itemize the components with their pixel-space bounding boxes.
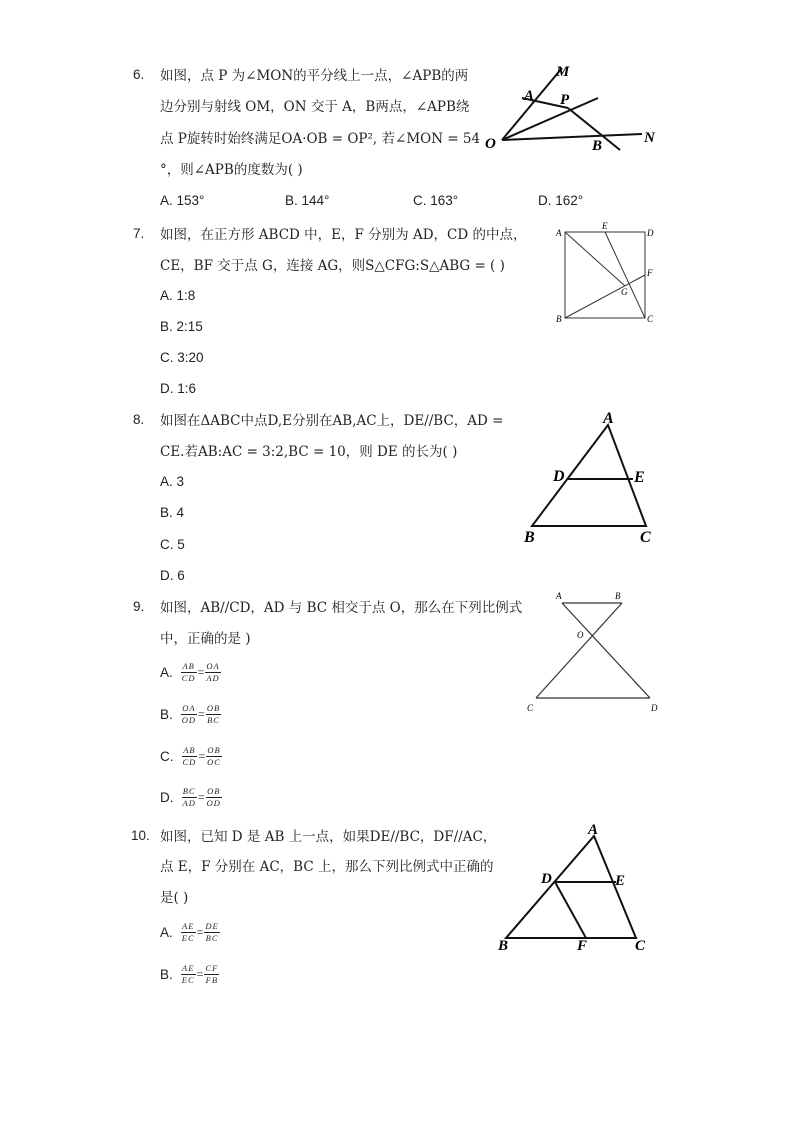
question-number: 9. (133, 599, 145, 614)
fraction (205, 661, 220, 684)
question-text-line: 如图，已知 D 是 AB 上一点，如果DE//BC，DF//AC， (160, 829, 497, 845)
label-B: B (498, 938, 509, 954)
label-A: A (556, 228, 562, 238)
denominator: CD (181, 673, 196, 683)
denominator: BC (205, 933, 219, 943)
label-D: D (541, 871, 552, 887)
question-text-line: CE，BF 交于点 G，连接 AG，则S△CFG:S△ABG = ( ) (160, 258, 505, 274)
denominator: BC (207, 715, 220, 725)
fraction (204, 963, 219, 986)
numerator: OB (207, 745, 221, 755)
label-A: A (556, 591, 562, 601)
numerator: BC (182, 786, 196, 796)
question-text-line: 如图在ΔABC中点D,E分别在AB,AC上，DE//BC，AD = (160, 413, 504, 429)
label-A: A (603, 410, 614, 427)
question-text-line: 点 P旋转时始终满足OA·OB = OP², 若∠MON = 54 (160, 131, 481, 147)
figure-q9-hourglass (522, 586, 670, 718)
label-E: E (615, 873, 626, 889)
label-A: A (524, 88, 535, 104)
fraction (181, 703, 197, 726)
option-c[interactable]: C. 3:20 (160, 350, 204, 365)
question-text-line: 中，正确的是 ) (160, 631, 251, 647)
label-D: D (647, 228, 654, 238)
question-text-line: 点 E，F 分别在 AC，BC 上，那么下列比例式中正确的 (160, 859, 494, 875)
option-b[interactable] (160, 703, 221, 726)
option-a[interactable]: A. 3 (160, 474, 185, 489)
fraction (206, 745, 222, 768)
option-letter: B. (160, 707, 173, 722)
numerator: CF (205, 963, 219, 973)
label-B: B (524, 529, 535, 546)
fraction (182, 745, 198, 768)
equals-sign: = (198, 749, 206, 763)
label-E: E (602, 221, 608, 231)
equals-sign: = (197, 790, 205, 804)
option-d[interactable]: D. 1:6 (160, 381, 197, 396)
equals-sign: = (197, 665, 205, 679)
question-text-line: 是( ) (160, 890, 189, 906)
label-A: A (588, 822, 599, 838)
option-c[interactable] (160, 745, 222, 768)
figure-q10-triangle (492, 822, 662, 957)
denominator: FB (205, 975, 219, 985)
fraction (182, 786, 197, 809)
question-text-line: 如图，点 P 为∠MON的平分线上一点，∠APB的两 (160, 68, 469, 84)
numerator: DE (205, 921, 219, 931)
option-c[interactable]: C. 5 (160, 537, 185, 552)
denominator: OD (181, 715, 197, 725)
numerator: AE (182, 963, 195, 973)
option-a[interactable]: A. 1:8 (160, 288, 196, 303)
option-a[interactable]: A. 153° (160, 193, 205, 208)
label-B: B (556, 314, 562, 324)
figure-q7-square (553, 222, 663, 326)
fraction (181, 921, 196, 944)
option-a[interactable] (160, 921, 220, 944)
question-text-line: CE.若AB:AC = 3:2,BC = 10，则 DE 的长为( ) (160, 444, 458, 460)
option-b[interactable]: B. 4 (160, 505, 185, 520)
label-C: C (635, 938, 646, 954)
option-b[interactable]: B. 144° (285, 193, 330, 208)
question-text-line: 如图，AB//CD，AD 与 BC 相交于点 O，那么在下列比例式 (160, 600, 523, 616)
denominator: OC (207, 757, 221, 767)
fraction (181, 661, 197, 684)
denominator: CD (182, 757, 197, 767)
label-P: P (560, 92, 570, 108)
question-text-line: °，则∠APB的度数为( ) (160, 162, 303, 178)
question-number: 6. (133, 67, 145, 82)
question-number: 8. (133, 412, 145, 427)
label-O: O (577, 630, 584, 640)
label-B: B (592, 138, 603, 154)
numerator: OA (206, 661, 220, 671)
denominator: EC (181, 933, 195, 943)
option-letter: B. (160, 967, 173, 982)
label-M: M (556, 64, 570, 80)
figure-q8-triangle (518, 405, 668, 547)
option-letter: A. (160, 665, 173, 680)
fraction (181, 963, 196, 986)
fraction (206, 703, 221, 726)
equals-sign: = (196, 967, 204, 981)
label-O: O (485, 136, 496, 152)
label-C: C (640, 529, 651, 546)
numerator: OA (182, 703, 196, 713)
numerator: OB (207, 786, 221, 796)
numerator: AB (183, 745, 196, 755)
denominator: AD (182, 798, 196, 808)
fraction (204, 921, 219, 944)
option-d[interactable]: D. 6 (160, 568, 185, 583)
denominator: OD (206, 798, 221, 808)
equals-sign: = (196, 925, 204, 939)
option-d[interactable] (160, 786, 222, 809)
option-d[interactable]: D. 162° (538, 193, 584, 208)
label-B: B (615, 591, 621, 601)
option-c[interactable]: C. 163° (413, 193, 459, 208)
figure-q6-angle (480, 60, 670, 160)
label-F: F (647, 268, 653, 278)
question-number: 7. (133, 226, 145, 241)
question-text-line: 边分别与射线 OM，ON 交于 A，B两点，∠APB绕 (160, 99, 470, 115)
label-E: E (634, 469, 645, 486)
question-text-line: 如图，在正方形 ABCD 中，E，F 分别为 AD，CD 的中点， (160, 227, 527, 243)
option-b[interactable] (160, 963, 219, 986)
question-number: 10. (131, 828, 150, 843)
label-G: G (621, 287, 628, 297)
numerator: AB (182, 661, 195, 671)
numerator: AE (182, 921, 195, 931)
numerator: OB (206, 703, 221, 713)
label-F: F (577, 938, 588, 954)
option-letter: D. (160, 790, 174, 805)
equals-sign: = (198, 707, 205, 721)
option-a[interactable] (160, 661, 221, 684)
option-letter: A. (160, 925, 173, 940)
label-D: D (553, 468, 565, 485)
label-C: C (527, 703, 534, 713)
fraction (206, 786, 222, 809)
label-C: C (647, 314, 654, 324)
label-N: N (644, 130, 655, 146)
denominator: EC (181, 975, 195, 985)
label-D: D (651, 703, 658, 713)
denominator: AD (206, 673, 220, 683)
option-letter: C. (160, 749, 174, 764)
option-b[interactable]: B. 2:15 (160, 319, 203, 334)
